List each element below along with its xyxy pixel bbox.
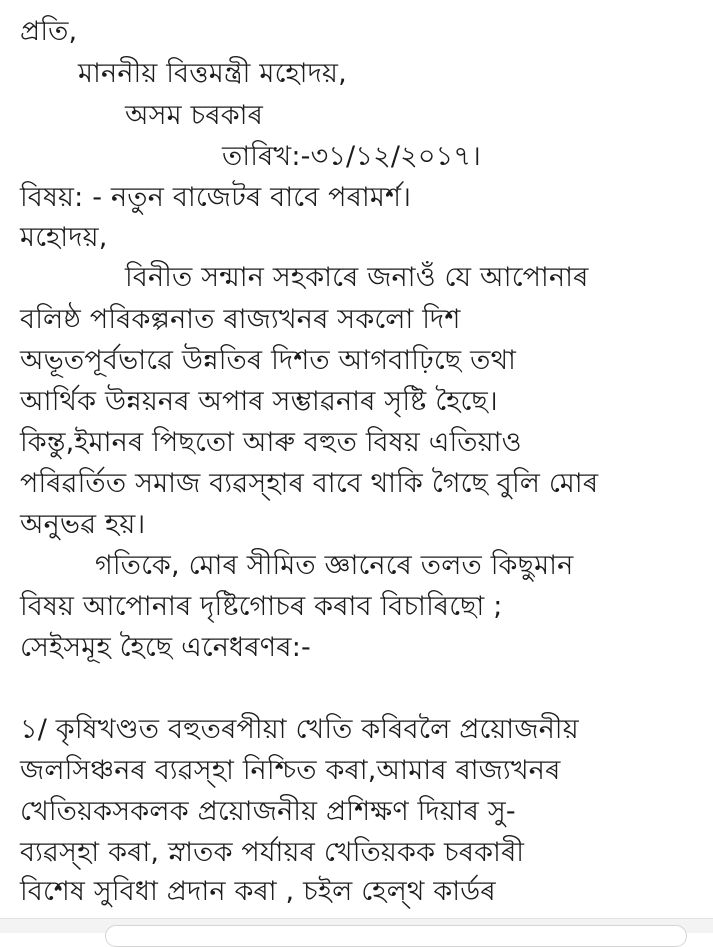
recipient-title: মাননীয় বিত্তমন্ত্ৰী মহোদয়, — [78, 58, 347, 89]
body-line: অনুভৱ হয়। — [20, 509, 146, 540]
recipient-org: অসম চৰকাৰ — [125, 100, 264, 131]
body-line: বলিষ্ঠ পৰিকল্পনাত ৰাজ্যখনৰ সকলো দিশ — [20, 304, 461, 335]
point-line: খেতিয়কসকলক প্ৰয়োজনীয় প্ৰশিক্ষণ দিয়াৰ সু- — [20, 796, 516, 827]
letter-date: তাৰিখ:-৩১/১২/২০১৭। — [222, 141, 481, 172]
reply-input-box[interactable] — [105, 925, 687, 947]
point-line: ব্যৱস্হা কৰা, স্নাতক পৰ্যায়ৰ খেতিয়কক চৰকাৰী — [20, 837, 525, 868]
point-line: বিশেষ সুবিধা প্ৰদান কৰা , চইল হেল্থ কাৰ্ডৰ — [20, 876, 496, 907]
body-line: বিনীত সন্মান সহকাৰে জনাওঁ যে আপোনাৰ — [125, 262, 589, 293]
body-line: অভূতপূৰ্বভাৱে উন্নতিৰ দিশত আগবাঢ়িছে তথা — [20, 345, 517, 376]
body-line: কিন্তু,ইমানৰ পিছতো আৰু বহুত বিষয় এতিয়াও — [20, 427, 522, 458]
point-line: জলসিঞ্চনৰ ব্যৱস্হা নিশ্চিত কৰা,আমাৰ ৰাজ্যখনৰ — [20, 755, 561, 786]
body-line: পৰিৱৰ্তিত সমাজ ব্যৱস্হাৰ বাবে থাকি গৈছে বুলি মোৰ — [20, 468, 599, 499]
body-line: সেইসমূহ হৈছে এনেধৰণৰ:- — [20, 632, 311, 663]
body-line: গতিকে, মোৰ সীমিত জ্ঞানেৰে তলত কিছুমান — [95, 550, 574, 581]
body-line: বিষয় আপোনাৰ দৃষ্টিগোচৰ কৰাব বিচাৰিছো ; — [20, 591, 503, 622]
letter-greeting: মহোদয়, — [20, 222, 108, 253]
body-line: আৰ্থিক উন্নয়নৰ অপাৰ সম্ভাৱনাৰ সৃষ্টি হৈছে। — [20, 386, 498, 417]
point-line: ১/ কৃষিখণ্ডত বহুতৰপীয়া খেতি কৰিবলৈ প্ৰয়োজনীয় — [20, 714, 579, 745]
salutation-to: প্ৰতি, — [20, 16, 78, 47]
letter-subject: বিষয়: - নতুন বাজেটৰ বাবে পৰামৰ্শ। — [20, 182, 412, 213]
